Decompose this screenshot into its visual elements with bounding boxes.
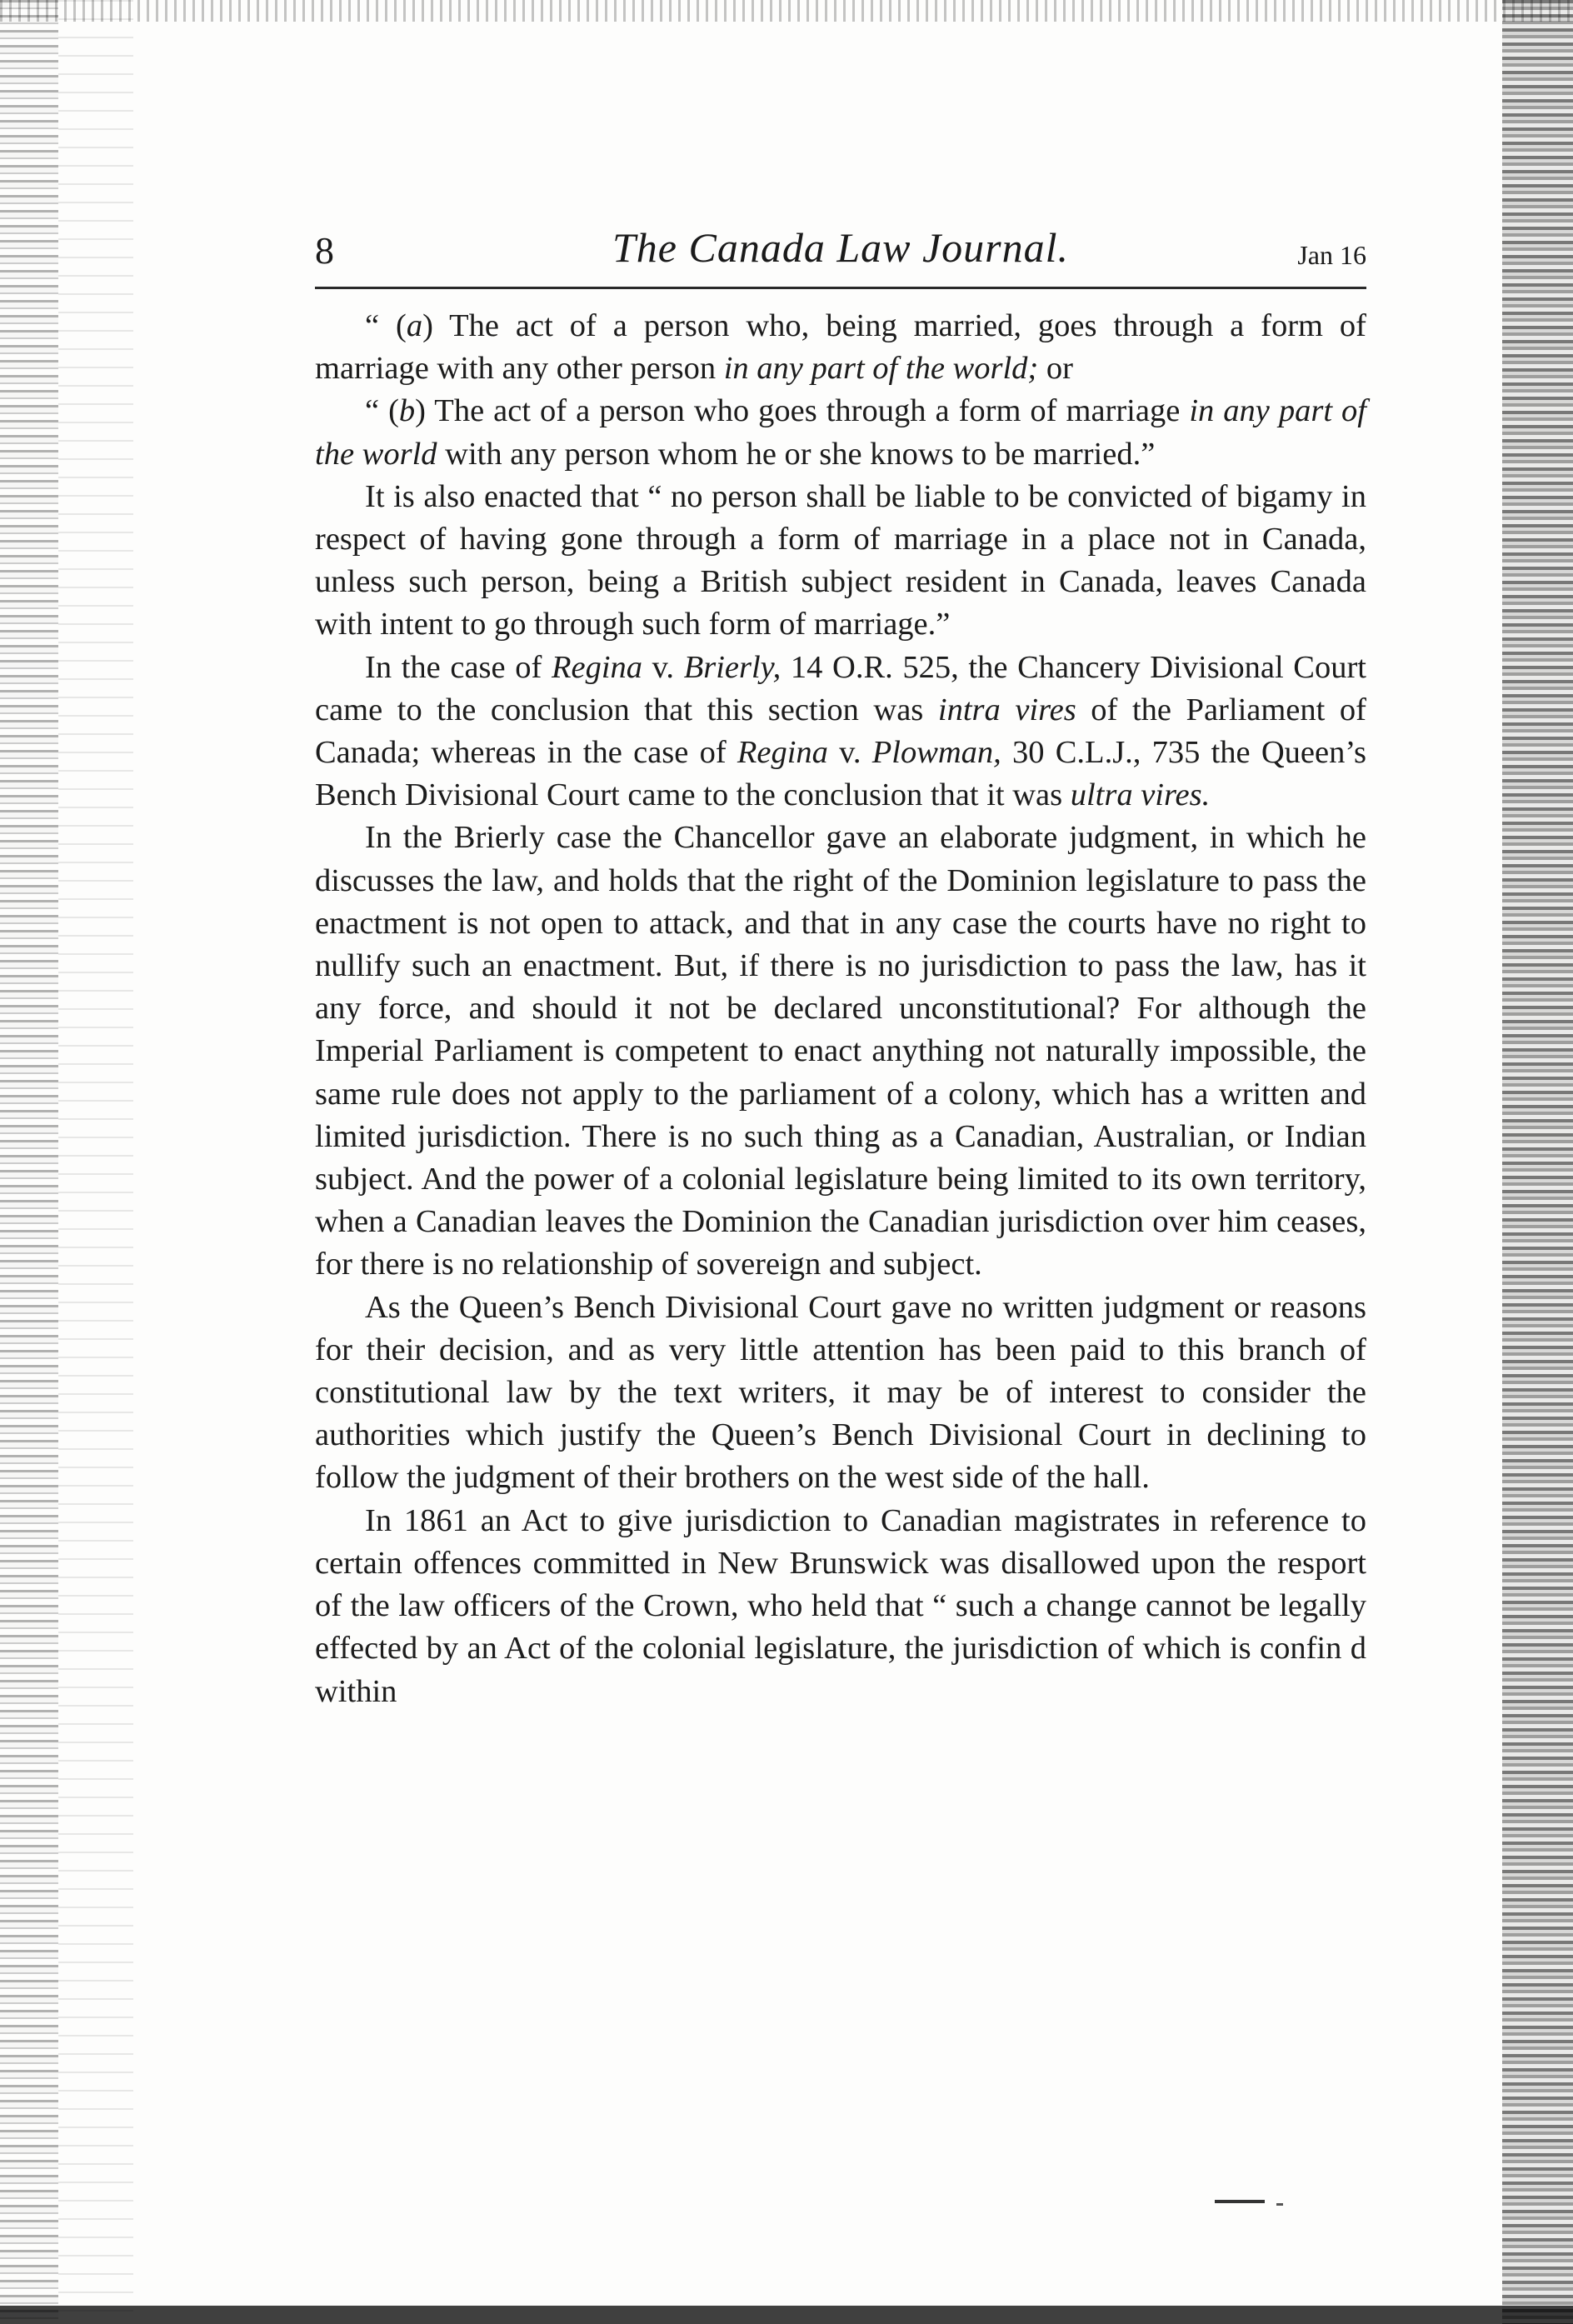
paragraph-1: “ (a) The act of a person who, being married, goes through a form of marriage with any other person in any part of the world; or [315,308,1366,387]
paragraph-3: It is also enacted that “ no person shall be liable to be convicted of bigamy in respect of having gone through a form of marriage in a place not in Canada, unless such person, being a British subject resident in Canada, leaves Canada with intent to go through such form of marriage.” [315,478,1366,642]
paragraph-7: In 1861 an Act to give jurisdiction to Canadian magistrates in reference to certain offences committed in New Brunswick was disallowed upon the resport of the law officers of the Crown, who held that “ such a change cannot be legally effected by an Act of the colonial legislature, the jurisdiction of which is confin d within [315,1502,1366,1709]
article-body [315,305,1366,1713]
scan-edge-right [1502,0,1573,2324]
scan-mark-dot [1276,2203,1283,2206]
scan-edge-top [0,0,1573,22]
journal-title: The Canada Law Journal. [612,224,1070,271]
running-header [315,224,1366,290]
scan-edge-bottom [0,2306,1573,2324]
scan-edge-left-inner [58,0,133,2324]
scan-mark [1215,2200,1265,2203]
paragraph-5: In the Brierly case the Chancellor gave an elaborate judgment, in which he discusses the law, and holds that the right of the Dominion legislature to pass the enactment is not open to attack, and that in any case the courts have no right to nullify such an enactment. But, if there is no jurisdiction to pass the law, has it any force, and should it not be declared unconstitutional? For although the Imperial Parliament is competent to enact anything not naturally impossible, the same rule does not apply to the parliament of a colony, which has a written and limited jurisdiction. There is no such thing as a Canadian, Australian, or Indian subject. And the power of a colonial legislature being limited to its own territory, when a Canadian leaves the Dominion the Canadian jurisdiction over him ceases, for there is no relationship of sovereign and subject. [315,820,1366,1282]
scan-edge-left [0,0,58,2324]
paragraph-4: In the case of Regina v. Brierly, 14 O.R. 525, the Chancery Divisional Court came to the conclusion that this section was intra vires of the Parliament of Canada; whereas in the case of Regina v. Plowman, 30 C.L.J., 735 the Queen’s Bench Divisional Court came to the conclusion that it was ultra vires. [315,649,1367,813]
paragraph-6: As the Queen’s Bench Divisional Court gave no written judgment or reasons for their decision, and as very little attention has been paid to this branch of constitutional law by the text writers, it may be of interest to consider the authorities which justify the Queen’s Bench Divisional Court in declining to follow the judgment of their brothers on the west side of the hall. [315,1289,1366,1496]
header-rule [315,287,1366,289]
page-number: 8 [315,229,334,272]
issue-date: Jan 16 [1297,240,1366,270]
paragraph-2: “ (b) The act of a person who goes through a form of marriage in any part of the world with any person whom he or she knows to be married.” [315,393,1366,472]
